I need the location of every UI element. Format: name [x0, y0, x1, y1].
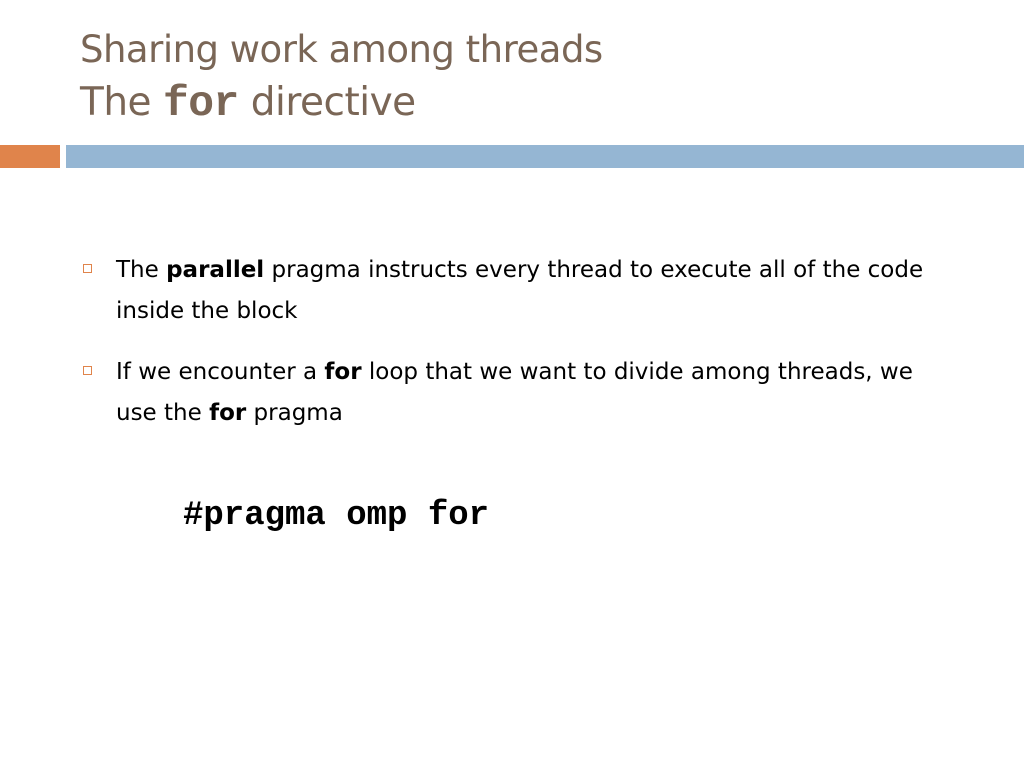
bullet-text: The [116, 257, 167, 283]
accent-bar-blue [66, 145, 1024, 168]
title-suffix: directive [238, 80, 416, 125]
hollow-square-bullet-icon [83, 264, 92, 273]
title-line-1: Sharing work among threads [80, 28, 603, 71]
slide-title [80, 24, 1000, 131]
hollow-square-bullet-icon [83, 366, 92, 375]
bullet-text: pragma instructs every thread to execute all of the code inside the block [116, 257, 924, 324]
bullet-bold-keyword: for [209, 400, 247, 426]
bullet-item [80, 250, 950, 332]
accent-bar-orange [0, 145, 60, 168]
bullet-list [80, 250, 950, 454]
bullet-bold-keyword: parallel [166, 257, 265, 283]
bullet-bold-keyword: for [324, 359, 362, 385]
title-code-keyword: for [162, 79, 239, 128]
code-snippet: #pragma omp for [183, 497, 490, 535]
bullet-text: loop that we want to divide among threads, we use the [116, 359, 913, 426]
title-line-2 [80, 76, 1000, 131]
title-prefix: The [80, 80, 163, 125]
bullet-text: If we encounter a [116, 359, 325, 385]
bullet-text: pragma [246, 400, 343, 426]
bullet-item [80, 352, 950, 434]
